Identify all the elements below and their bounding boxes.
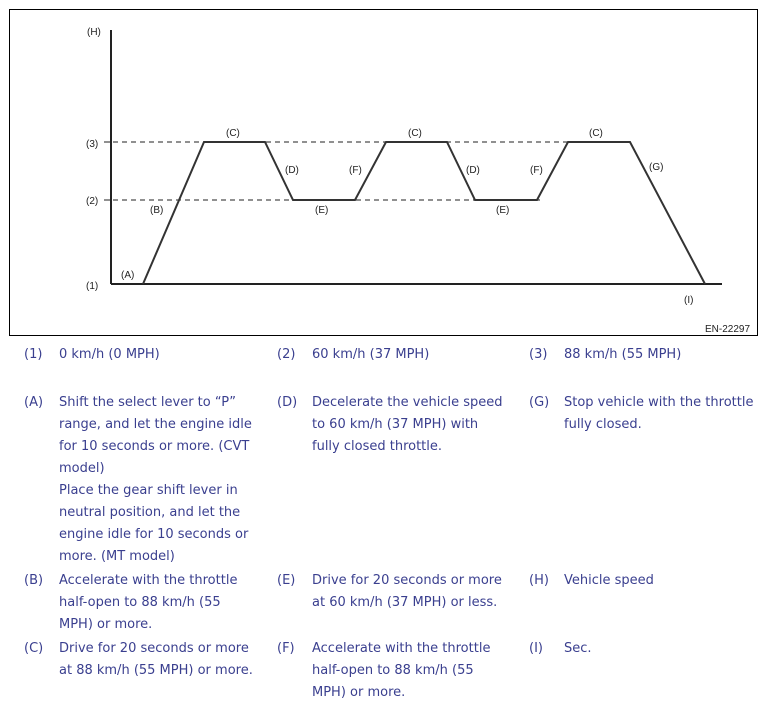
legend-description-line: 88 km/h (55 MPH) [564,347,682,362]
legend-key: (B) [24,573,44,588]
legend-description-line: fully closed throttle. [312,439,443,454]
legend-key: (I) [529,641,543,656]
legend-description-line: fully closed. [564,417,642,432]
legend-description-line: Place the gear shift lever in [59,483,238,498]
segment-label-d2: (D) [466,165,480,176]
legend-description-line: half-open to 88 km/h (55 [59,595,221,610]
legend-description-line: Vehicle speed [564,573,654,588]
segment-label-e2: (E) [496,205,510,216]
legend-key: (1) [24,347,43,362]
legend-description-line: 60 km/h (37 MPH) [312,347,430,362]
legend-key: (H) [529,573,549,588]
legend-description-line: more. (MT model) [59,549,175,564]
segment-label-c2: (C) [408,128,422,139]
legend-description-line: neutral position, and let the [59,505,241,520]
segment-label-f2: (F) [530,165,543,176]
legend-description-line: MPH) or more. [312,685,406,700]
segment-label-b: (B) [150,205,164,216]
drive-cycle-diagram [0,0,768,340]
segment-label-c3: (C) [589,128,603,139]
legend-key: (G) [529,395,550,410]
legend-description-line: Sec. [564,641,592,656]
legend-description-line: Accelerate with the throttle [59,573,238,588]
legend-key: (D) [277,395,298,410]
figure-id: EN-22297 [705,324,751,335]
legend-description-line: at 88 km/h (55 MPH) or more. [59,663,253,678]
legend-description-line: Stop vehicle with the throttle [564,395,754,410]
y-level-label-2: (2) [86,196,99,207]
y-level-label-3: (3) [86,139,99,150]
legend-key: (3) [529,347,548,362]
legend-key: (C) [24,641,44,656]
legend-key: (A) [24,395,44,410]
legend-description-line: Drive for 20 seconds or more [59,641,249,656]
legend-description-line: engine idle for 10 seconds or [59,527,249,542]
segment-label-a: (A) [121,270,135,281]
legend-description-line: 0 km/h (0 MPH) [59,347,160,362]
legend-description-line: to 60 km/h (37 MPH) with [312,417,479,432]
legend-description-line: half-open to 88 km/h (55 [312,663,474,678]
legend-description-line: range, and let the engine idle [59,417,252,432]
y-axis-label: (H) [87,27,101,38]
segment-label-d1: (D) [285,165,299,176]
y-level-label-1: (1) [86,281,99,292]
segment-label-g: (G) [649,162,664,173]
legend-description-line: model) [59,461,105,476]
segment-label-e1: (E) [315,205,329,216]
legend-key: (2) [277,347,296,362]
legend-description-line: for 10 seconds or more. (CVT [59,439,250,454]
legend-key: (F) [277,641,295,656]
legend-key: (E) [277,573,296,588]
segment-label-f1: (F) [349,165,362,176]
x-axis-label: (I) [684,295,694,306]
speed-profile-line [143,142,705,284]
legend-description-line: Accelerate with the throttle [312,641,491,656]
legend-description-line: at 60 km/h (37 MPH) or less. [312,595,498,610]
legend-description-line: Decelerate the vehicle speed [312,395,503,410]
legend-description-line: Shift the select lever to “P” [59,395,237,410]
segment-label-c1: (C) [226,128,240,139]
legend-description-line: MPH) or more. [59,617,153,632]
legend-description-line: Drive for 20 seconds or more [312,573,502,588]
